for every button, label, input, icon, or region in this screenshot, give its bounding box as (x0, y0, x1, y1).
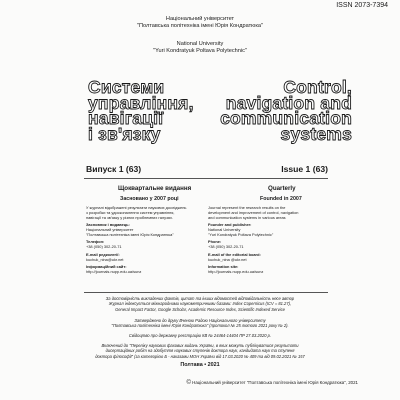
founder-line: "Полтавська політехніка імені Юрія Кондратюка" (86, 233, 174, 238)
title-ua-line: управління, (88, 92, 194, 113)
publisher-en-line-2: "Yuri Kondratyuk Poltava Polytechnic" (153, 48, 247, 54)
frequency-en: Quarterly (268, 185, 296, 192)
description-line: з розробки та удосконалення систем управління, (86, 210, 175, 215)
title-en-line: communication (220, 108, 352, 128)
footer-line: Журнал індексується міжнародними наукометричними базами: Index Copernicus (ICV = 81.27), (108, 301, 292, 307)
description-line: У журналі відображені результати наукових досліджень (86, 206, 187, 210)
title-ua-line: навігації (88, 108, 164, 128)
info-column-ua (86, 206, 204, 275)
footer-line: Затверджено до друку Вченою Радою Національного університету (134, 318, 266, 323)
info-column-en (208, 206, 326, 275)
title-ua-line: Системи (88, 77, 165, 97)
title-en-line: systems (280, 123, 352, 144)
description-line: Journal represent the research results on the (208, 206, 286, 210)
issn-number: ISSN 2073-7394 (336, 2, 388, 9)
publisher-ua-line-1: Національний університет (165, 16, 235, 22)
copyright-icon: © (186, 380, 191, 386)
footer-responsibility-block (20, 296, 380, 312)
journal-title-ua (88, 77, 194, 144)
phone-value: +38 (050) 302-20-71 (208, 245, 244, 250)
phone-label: Телефон: (86, 240, 105, 245)
website-label: Information site: (208, 265, 239, 270)
issue-number-ua: Випуск 1 (63) (86, 164, 142, 174)
description-line: development and improvement of control, navigation (208, 210, 299, 215)
founder-label: Засновник і видавець: (86, 223, 130, 228)
title-ua-line: і зв'язку (88, 123, 161, 144)
footer-approval-block (20, 318, 380, 329)
footer-accreditation-block (20, 343, 380, 359)
email-value: kuchuk_nina@ukr.net (86, 257, 124, 262)
divider-top (84, 178, 328, 179)
title-en-line: navigation and (225, 92, 352, 113)
phone-label: Phone: (208, 240, 222, 245)
founded-ua: Засновано у 2007 році (120, 196, 179, 202)
founder-label: Founder and publisher: (208, 223, 252, 228)
website-value: http://journals.nupp.edu.ua/sunz (86, 269, 142, 274)
footer-line: доктора філософії" (за категорією Б - наказами МОН України від 17.03.2020 № 409 та від 09.02.2021 № 157 (95, 353, 305, 359)
email-label: E-mail редколегії: (86, 252, 120, 257)
copyright-text: Національний університет "Полтавська політехніка імені Юрія Кондратюка", 2021 (192, 380, 358, 386)
footer-line: Включений до "Переліку наукових фахових видань України, в яких можуть публікуватися результати (101, 343, 299, 348)
frequency-ua: Щоквартальне видання (118, 185, 192, 192)
footer-registration-line: Свідоцтво про державну реєстрацію КВ № 24464-14404 ПР 27.03.2020 р. (128, 333, 272, 338)
publisher-ua-line-2: "Полтавська політехніка імені Юрія Кондратюка" (136, 23, 264, 29)
founded-en: Founded in 2007 (260, 196, 302, 202)
founder-line: "Yuri Kondratyuk Poltava Polytechnic" (208, 233, 274, 238)
issue-number-en: Issue 1 (63) (281, 164, 328, 174)
founder-line: Національний університет (86, 228, 134, 233)
phone-value: +38 (050) 302-20-71 (86, 245, 122, 250)
footer-line: General Impact Factor, Google Scholar, Academic Resource Index, Scientific Indexed Service (115, 306, 285, 312)
website-value: http://journals.nupp.edu.ua/sunz (208, 269, 264, 274)
footer-line: "Полтавська політехніка імені Юрія Кондратюка" (протокол № 25 лютого 2021 року № 2). (111, 323, 289, 329)
email-label: E-mail of the editorial board: (208, 252, 261, 257)
title-en-line: Control, (283, 77, 352, 97)
email-value: kuchuk_nina @ukr.net (208, 257, 247, 262)
publisher-en-line-1: National University (176, 41, 224, 47)
journal-title-en (220, 77, 352, 144)
description-line: навігації та зв'язку у різних проблемних галузях. (86, 215, 173, 220)
divider-bottom (84, 292, 328, 293)
founder-line: National University (208, 228, 241, 233)
website-label: Інформаційний сайт: (86, 265, 127, 270)
description-line: and communication systems in various areas (208, 215, 286, 220)
city-year: Полтава • 2021 (180, 362, 220, 368)
copyright-notice (187, 380, 359, 386)
footer-line: дисертаційних робіт на здобуття наукових ступенів доктора наук, кандидата наук та ступеня (105, 348, 295, 354)
footer-line: За достовірність викладених фактів, цитат та інших відомостей відповідальність несе автор (105, 296, 295, 301)
